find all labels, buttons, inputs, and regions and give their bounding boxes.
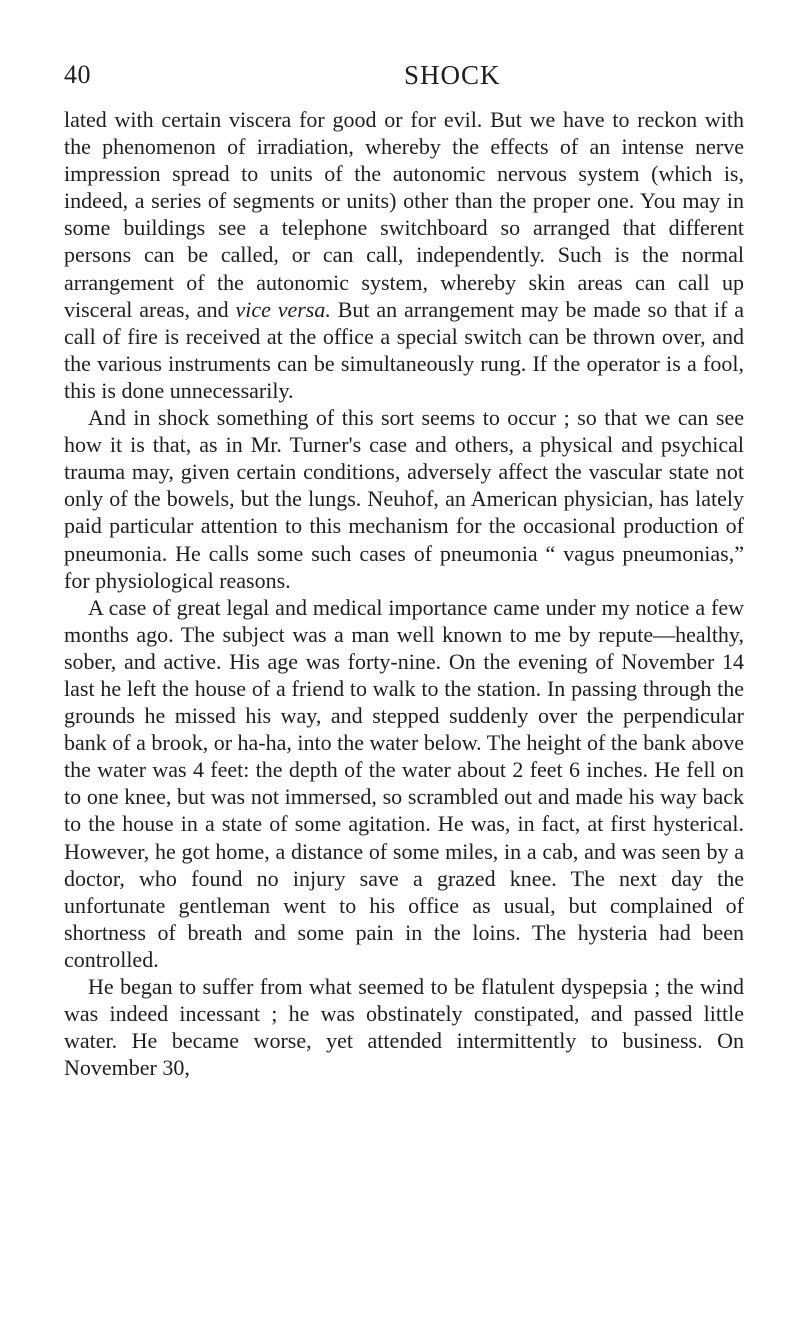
paragraph-3: A case of great legal and medical importance came under my notice a few months ago. The subject was a man well known to me by repute—healthy, sober, and active. His age was forty-nine. On the evening of November 14 last he left the house of a friend to walk to the station. In passing through the grounds he missed his way, and stepped suddenly over the perpendicular bank of a brook, or ha-ha, into the water below. The height of the bank above the water was 4 feet: the depth of the water about 2 feet 6 inches. He fell on to one knee, but was not immersed, so scrambled out and made his way back to the house in a state of some agitation. He was, in fact, at first hysterical. However, he got home, a distance of some miles, in a cab, and was seen by a doctor, who found no injury save a grazed knee. The next day the unfortunate gentleman went to his office as usual, but complained of shortness of breath and some pain in the loins. The hysteria had been controlled. [64,594,744,972]
paragraph-2: And in shock something of this sort seems to occur ; so that we can see how it is that, as in Mr. Turner's case and others, a physical and psychical trauma may, given certain conditions, adversely affect the vascular state not only of the bowels, but the lungs. Neuhof, an American physician, has lately paid particular attention to this mechanism for the occasional production of pneumonia. He calls some such cases of pneumonia “ vagus pneumonias,” for physiological reasons. [64,405,744,593]
paragraph-4: He began to suffer from what seemed to be flatulent dyspepsia ; the wind was indeed incessant ; he was obstinately constipated, and passed little water. He became worse, yet attended intermittently to business. On November 30, [64,974,744,1081]
paragraph-1-segment-1: lated with certain viscera for good or for evil. But we have to reckon with the phenomenon of irradiation, whereby the effects of an intense nerve impression spread to units of the autonomic nervous system (which is, indeed, a series of segments or units) other than the proper one. You may in some buildings see a telephone switchboard so arranged that different persons can be called, or can call, independently. Such is the normal arrangement of the autonomic system, whereby skin areas can call up visceral areas, and [64,107,744,322]
paragraph-1 [64,106,744,404]
paragraph-1-segment-3: But an arrangement may be made so that if a call of fire is received at the office a special switch can be thrown over, and the various instruments can be simultaneously rung. If the operator is a fool, this is done unnecessarily. [64,296,744,403]
running-title: SHOCK [404,60,501,90]
paragraph-1-italic-phrase: vice versa. [235,296,331,322]
body-text [64,106,744,1081]
page-number: 40 [64,60,91,89]
running-head [64,60,744,100]
